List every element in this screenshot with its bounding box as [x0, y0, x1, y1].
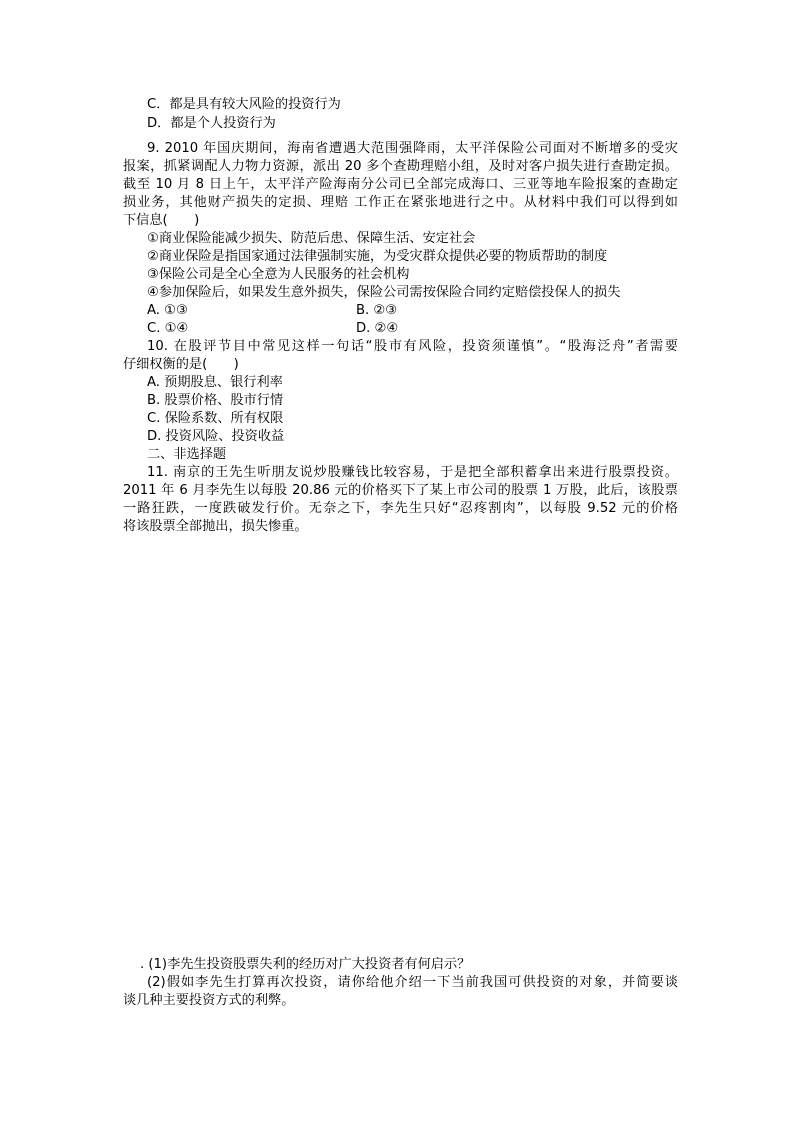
q9-stem-line-4: 损业务，其他财产损失的定损、理赔 工作正在紧张地进行之中。从材料中我们可以得到如: [123, 195, 678, 210]
q9-option-c: C. ①④: [147, 321, 189, 336]
q9-option-b: B. ②③: [356, 303, 398, 318]
q9-option-a: A. ①③: [147, 303, 188, 318]
q11-subquestion-2-line-1: (2)假如李先生打算再次投资，请你给他介绍一下当前我国可供投资的对象，并简要谈: [147, 975, 678, 990]
q10-option-a: A. 预期股息、银行利率: [147, 375, 283, 390]
q10-option-c: C. 保险系数、所有权限: [147, 411, 284, 426]
q9-statement-3: ③保险公司是全心全意为人民服务的社会机构: [147, 267, 410, 282]
q10-option-b: B. 股票价格、股市行情: [147, 393, 284, 408]
q11-stem-line-4: 将该股票全部抛出，损失惨重。: [123, 519, 308, 534]
q9-statement-1: ①商业保险能减少损失、防范后患、保障生活、安定社会: [147, 231, 476, 246]
section-heading-non-choice: 二、非选择题: [147, 447, 227, 462]
q9-stem-line-3: 截至 10 月 8 日上午，太平洋产险海南分公司已全部完成海口、三亚等地车险报案的查勘定: [123, 177, 678, 192]
q11-stem-line-2: 2011 年 6 月李先生以每股 20.86 元的价格买下了某上市公司的股票 1 万股，此后，该股票: [123, 483, 678, 498]
q8-option-d: D．都是个人投资行为: [147, 116, 276, 131]
q9-statement-2: ②商业保险是指国家通过法律强制实施，为受灾群众提供必要的物质帮助的制度: [147, 249, 608, 264]
q8-option-c: C．都是具有较大风险的投资行为: [147, 97, 341, 112]
q9-stem-line-5: 下信息( ): [123, 213, 200, 228]
q9-stem-line-1: 9. 2010 年国庆期间，海南省遭遇大范围强降雨，太平洋保险公司面对不断增多的受灾: [147, 141, 678, 156]
q10-option-d: D. 投资风险、投资收益: [147, 429, 285, 444]
q11-subquestion-1: . (1)李先生投资股票失利的经历对广大投资者有何启示？: [140, 957, 471, 972]
q10-stem-line-2: 仔细权衡的是( ): [123, 357, 239, 372]
q9-option-d: D. ②④: [356, 321, 399, 336]
q11-subquestion-2-line-2: 谈几种主要投资方式的利弊。: [123, 993, 295, 1008]
q9-statement-4: ④参加保险后，如果发生意外损失，保险公司需按保险合同约定赔偿投保人的损失: [147, 285, 621, 300]
q11-stem-line-3: 一路狂跌，一度跌破发行价。无奈之下，李先生只好“忍疼割肉”，以每股 9.52 元的价格: [123, 501, 678, 516]
q10-stem-line-1: 10. 在股评节目中常见这样一句话“股市有风险，投资须谨慎”。“股海泛舟”者需要: [147, 339, 678, 354]
q9-stem-line-2: 报案，抓紧调配人力物力资源，派出 20 多个查勘理赔小组，及时对客户损失进行查勘定损。: [123, 159, 678, 174]
q11-stem-line-1: 11. 南京的王先生听朋友说炒股赚钱比较容易，于是把全部积蓄拿出来进行股票投资。: [147, 465, 678, 480]
